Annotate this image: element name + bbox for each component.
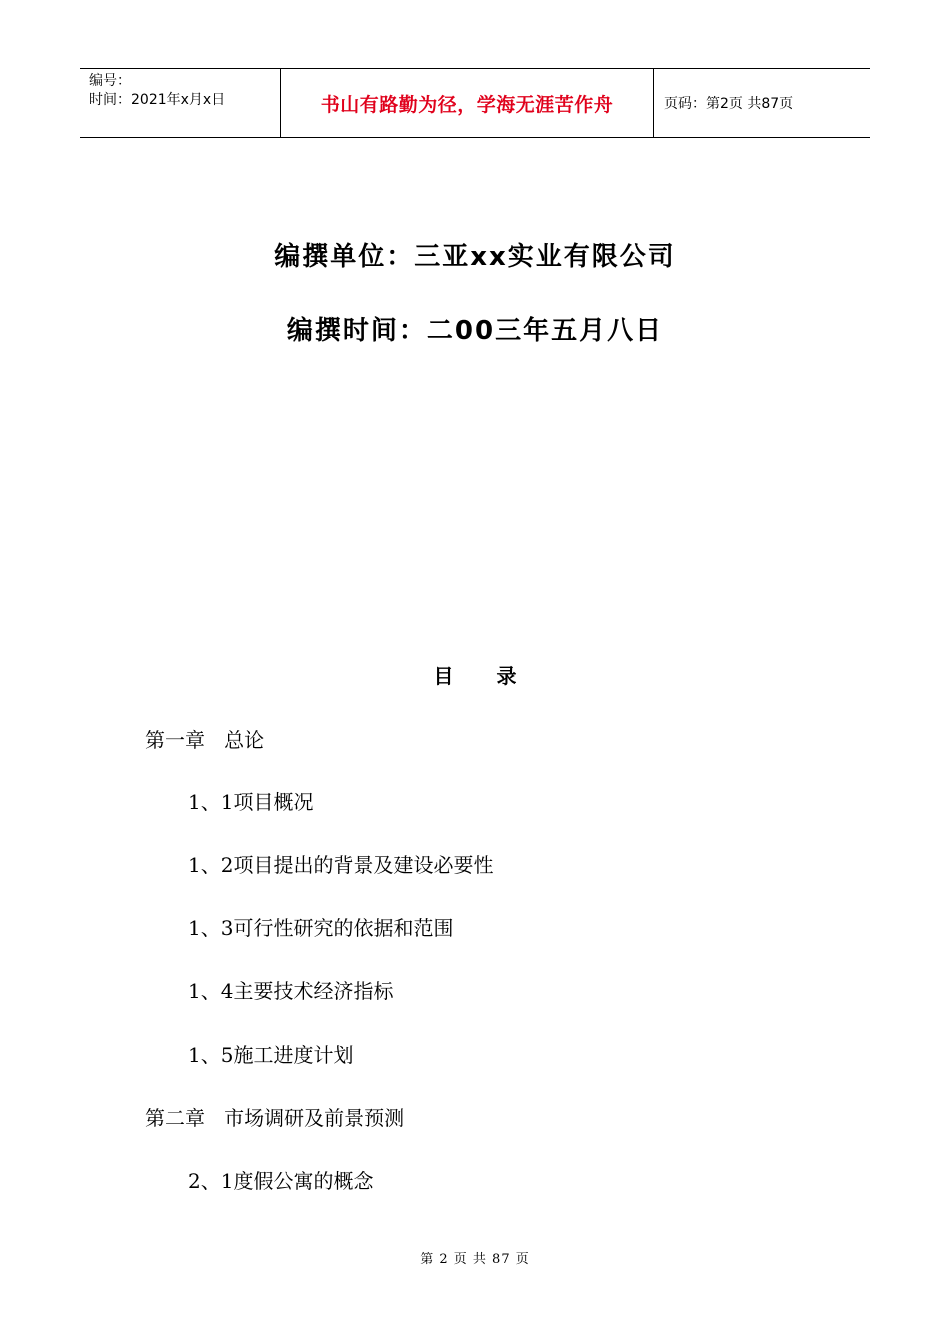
header-meta	[80, 69, 281, 137]
toc-section-1-1[interactable]: 1、1项目概况	[188, 790, 314, 814]
header-page-info: 页码：第2页 共87页	[664, 96, 794, 112]
toc-section-2-1[interactable]: 2、1度假公寓的概念	[188, 1169, 374, 1193]
document-number-label: 编号：	[89, 73, 131, 89]
toc-section-1-5[interactable]: 1、5施工进度计划	[188, 1043, 354, 1067]
page-header	[80, 68, 870, 138]
toc-title: 目 录	[433, 664, 535, 688]
toc-section-1-3[interactable]: 1、3可行性研究的依据和范围	[188, 916, 454, 940]
compiling-unit: 编撰单位：三亚xx实业有限公司	[274, 242, 676, 272]
toc-chapter-1[interactable]: 第一章 总论	[145, 728, 265, 752]
header-motto: 书山有路勤为径，学海无涯苦作舟	[281, 69, 654, 137]
toc-section-1-2[interactable]: 1、2项目提出的背景及建设必要性	[188, 853, 494, 877]
toc-section-1-4[interactable]: 1、4主要技术经济指标	[188, 979, 394, 1003]
page-footer: 第 2 页 共 87 页	[420, 1252, 530, 1267]
toc-chapter-2[interactable]: 第二章 市场调研及前景预测	[145, 1106, 405, 1130]
document-time-label: 时间：2021年x月x日	[89, 92, 226, 108]
compiling-date: 编撰时间：二00三年五月八日	[286, 316, 664, 346]
